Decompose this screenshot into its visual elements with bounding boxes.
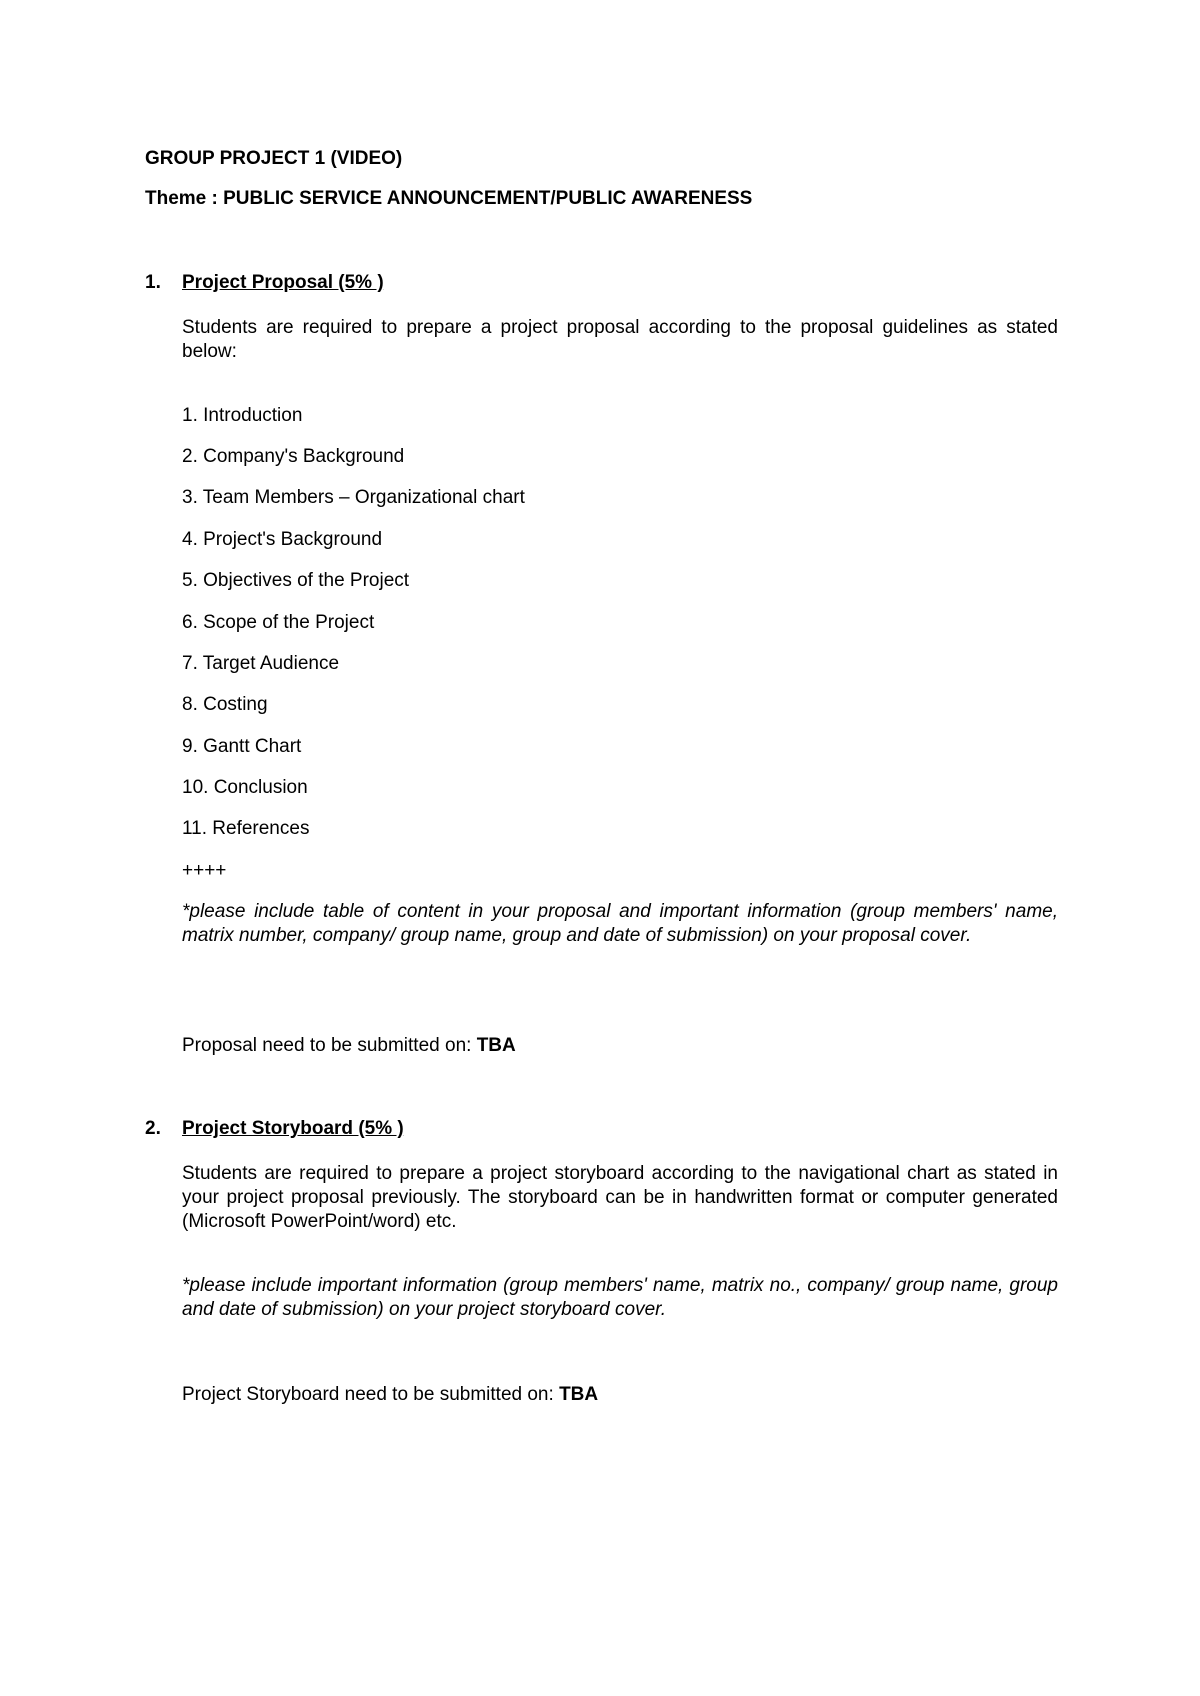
list-item: 7. Target Audience (182, 653, 340, 674)
section-heading: Project Storyboard (5% ) (182, 1118, 404, 1139)
submission-date: TBA (559, 1384, 599, 1405)
proposal-note: *please include table of content in your proposal and important information (group members' name, matrix number, company/ group name, group and date of submission) on your proposal cover. (182, 901, 1058, 946)
section-intro: Students are required to prepare a project proposal according to the proposal guidelines as stated below: (182, 317, 1058, 362)
list-item: 5. Objectives of the Project (182, 570, 410, 591)
submission-date: TBA (476, 1035, 516, 1056)
list-item: 11. References (182, 818, 310, 839)
list-item: 9. Gantt Chart (182, 736, 302, 757)
section-number: 1. (145, 272, 161, 293)
theme-line: Theme : PUBLIC SERVICE ANNOUNCEMENT/PUBLIC AWARENESS (145, 188, 753, 209)
storyboard-submission (182, 1383, 598, 1407)
list-item: 6. Scope of the Project (182, 612, 375, 633)
section-heading: Project Proposal (5% ) (182, 272, 384, 293)
list-item: 8. Costing (182, 694, 268, 715)
plus-marker: ++++ (182, 860, 227, 881)
list-item: 3. Team Members – Organizational chart (182, 487, 525, 508)
submission-label: Proposal need to be submitted on: (182, 1035, 477, 1056)
section-number: 2. (145, 1118, 161, 1139)
list-item: 10. Conclusion (182, 777, 308, 798)
proposal-submission (182, 1034, 516, 1058)
section-intro: Students are required to prepare a project storyboard according to the navigational chart as stated in your project proposal previously. The storyboard can be in handwritten format or computer generated (Microsoft PowerPoint/word) etc. (182, 1163, 1058, 1232)
list-item: 2. Company's Background (182, 446, 405, 467)
storyboard-note: *please include important information (group members' name, matrix no., company/ group name, group and date of submission) on your project storyboard cover. (182, 1275, 1058, 1320)
list-item: 1. Introduction (182, 405, 303, 426)
submission-label: Project Storyboard need to be submitted on: (182, 1384, 560, 1405)
page-title: GROUP PROJECT 1 (VIDEO) (145, 148, 403, 169)
list-item: 4. Project's Background (182, 529, 383, 550)
